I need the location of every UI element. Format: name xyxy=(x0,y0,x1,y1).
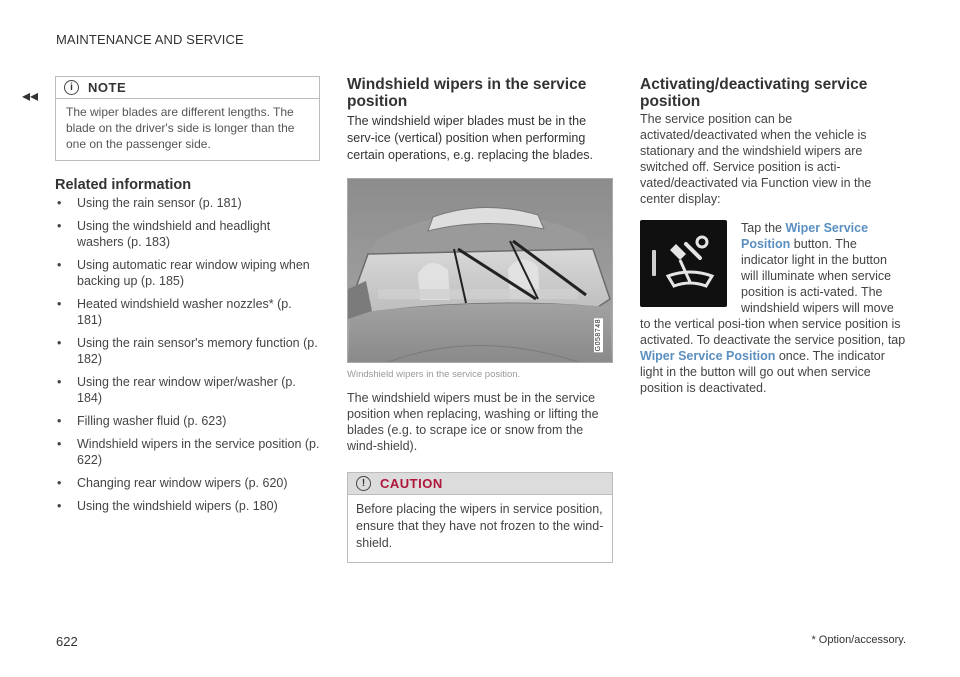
figure-caption: Windshield wipers in the service position. xyxy=(347,369,521,380)
related-link[interactable]: • Changing rear window wipers (p. 620) xyxy=(55,475,320,491)
related-link[interactable]: • Using automatic rear window wiping when backing up (p. 185) xyxy=(55,257,320,289)
related-link[interactable]: • Using the rain sensor (p. 181) xyxy=(55,195,320,211)
middle-column xyxy=(347,76,613,563)
caution-title: CAUTION xyxy=(380,476,443,491)
activation-intro: The service position can be activated/deactivated when the vehicle is stationary and the windshield wipers are switched off. Service position is acti-vated/deactivated via Function view in the center display: xyxy=(640,112,872,206)
figure-code: G058748 xyxy=(595,318,602,351)
related-information-heading: Related information xyxy=(55,177,192,193)
caution-header xyxy=(348,473,612,495)
related-link[interactable]: • Using the rain sensor's memory function (p. 182) xyxy=(55,335,320,367)
section-body: The windshield wipers must be in the service position when replacing, washing or lifting the blades (e.g. to scrape ice or snow from the wind-shield). xyxy=(347,391,599,453)
page-header: MAINTENANCE AND SERVICE xyxy=(56,32,244,47)
section-title-activate: Activating/deactivating service position xyxy=(640,76,868,110)
note-header xyxy=(56,77,319,99)
section-lead: The windshield wiper blades must be in the serv-ice (vertical) position when performing certain operations, e.g. replacing the blades. xyxy=(347,114,593,162)
wiper-service-position-illustration xyxy=(347,178,613,363)
footnote: * Option/accessory. xyxy=(811,634,906,646)
section-title-service-position: Windshield wipers in the service position xyxy=(347,76,587,110)
activation-step-suffix: button. The indicator light in the button will illuminate when service position is acti-vated. The windshield wipers will move to the vertical posi-tion when service position is activated. To deactivate the service position, tap xyxy=(640,237,906,347)
note-text: The wiper blades are different lengths. The blade on the driver's side is longer than the one on the passenger side. xyxy=(66,105,295,151)
related-links-list xyxy=(55,195,320,514)
note-box xyxy=(55,76,320,161)
info-icon: i xyxy=(64,80,79,95)
related-link[interactable]: • Using the rear window wiper/washer (p. 184) xyxy=(55,374,320,406)
related-link[interactable]: • Heated windshield washer nozzles* (p. 181) xyxy=(55,296,320,328)
left-column xyxy=(55,76,320,521)
related-link[interactable]: • Windshield wipers in the service position (p. 622) xyxy=(55,436,320,468)
caution-box xyxy=(347,472,613,563)
wiper-service-position-button-label[interactable]: Wiper Service Position xyxy=(741,221,869,251)
caution-text: Before placing the wipers in service position, ensure that they have not frozen to the wind-shield. xyxy=(356,502,604,550)
activation-instructions xyxy=(640,220,906,396)
warning-icon: ! xyxy=(356,476,371,491)
activation-step-prefix: Tap the xyxy=(741,221,786,235)
wiper-service-button-image xyxy=(640,220,727,307)
wiper-service-icon xyxy=(640,220,727,307)
wiper-service-position-button-label-2[interactable]: Wiper Service Position xyxy=(640,349,776,363)
related-link[interactable]: • Using the windshield and headlight washers (p. 183) xyxy=(55,218,320,250)
activation-step-end: once. The indicator light in the button will go out when service position is deactivated. xyxy=(640,349,885,395)
continued-from-previous-icon: ◂◂ xyxy=(22,88,39,105)
related-link[interactable]: • Filling washer fluid (p. 623) xyxy=(55,413,320,429)
related-link[interactable]: • Using the windshield wipers (p. 180) xyxy=(55,498,320,514)
note-title: NOTE xyxy=(88,80,127,95)
right-column xyxy=(640,76,906,396)
page-number: 622 xyxy=(56,634,78,649)
car-windshield-image xyxy=(348,179,612,362)
